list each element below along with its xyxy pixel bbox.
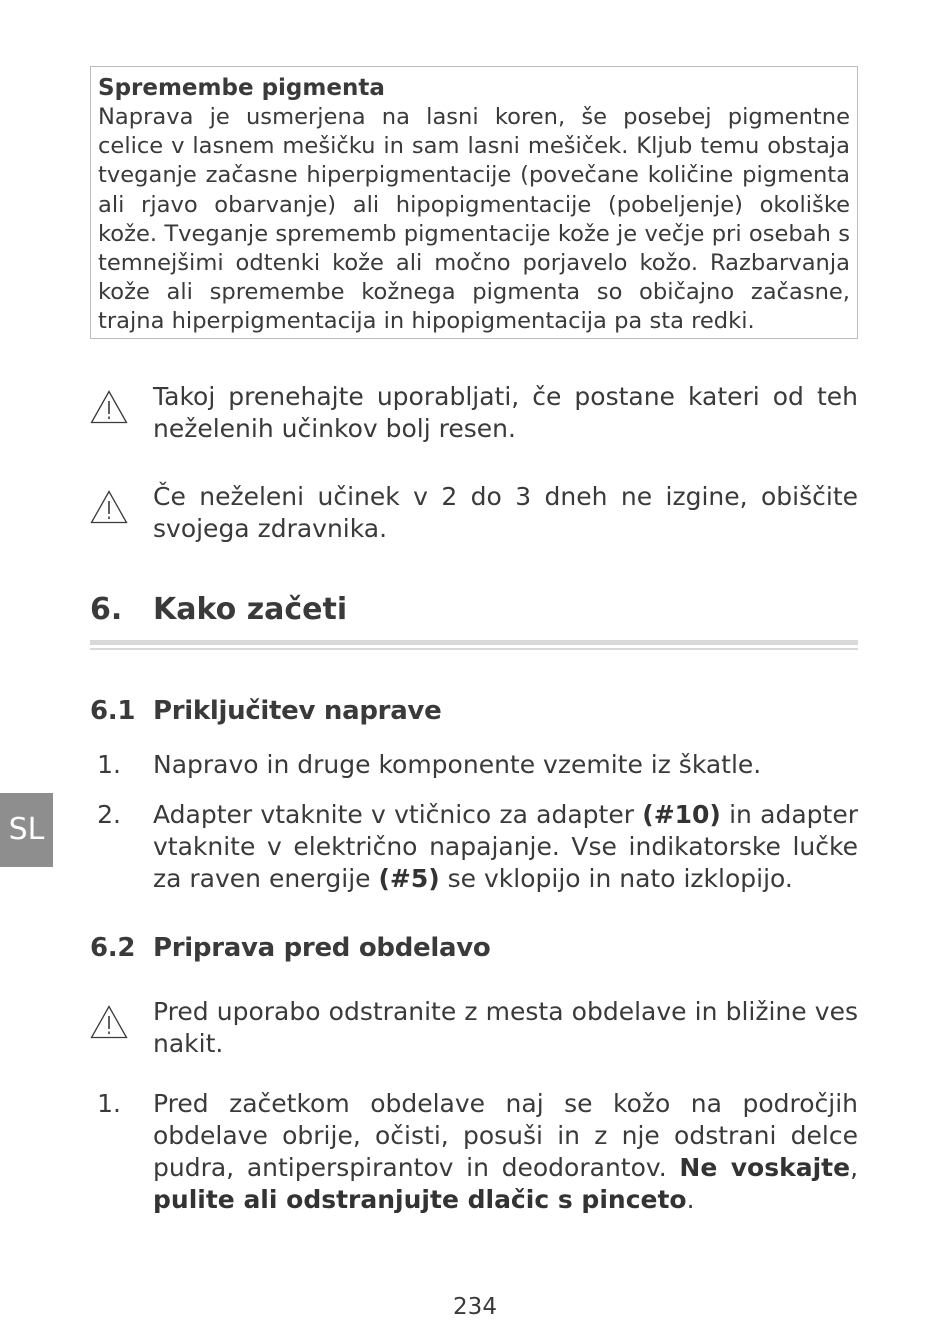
section-6-2-heading	[90, 931, 490, 965]
section-6-heading	[90, 590, 347, 630]
section-number: 6.	[90, 592, 123, 627]
box-title: Spremembe pigmenta	[98, 75, 385, 101]
section-6-1-heading	[90, 694, 441, 728]
item-number: 1.	[97, 750, 121, 779]
language-tab: SL	[0, 793, 53, 867]
page-number: 234	[453, 1294, 497, 1320]
item-text: Pred začetkom obdelave naj se kožo na področjih obdelave obrije, očisti, posuši in z nje odstrani delce pudra, antiperspirantov in deodorantov. Ne voskajte, pulite ali odstranjujte dlačic s pinceto.	[153, 1089, 859, 1214]
warning-text: Takoj prenehajte uporabljati, če postane kateri od teh neželenih učinkov bolj resen.	[153, 382, 858, 443]
item-text: Adapter vtaknite v vtičnico za adapter (#10) in adapter vtaknite v električno napajanje. Vse indikatorske lučke za raven energije (#5) se vklopijo in nato izklopijo.	[153, 800, 858, 893]
pigment-changes-box	[90, 66, 858, 339]
emphasis-no-pluck: pulite ali odstranjujte dlačic s pinceto	[153, 1185, 687, 1214]
warning-remove-jewelry	[90, 996, 858, 1060]
section-title: Priprava pred obdelavo	[153, 933, 491, 963]
section-title: Kako začeti	[153, 592, 348, 627]
list-item	[90, 749, 858, 781]
warning-text: Pred uporabo odstranite z mesta obdelave in bližine ves nakit.	[153, 997, 858, 1058]
item-number: 1.	[97, 1089, 121, 1118]
warning-triangle-icon	[90, 490, 128, 524]
item-text: Napravo in druge komponente vzemite iz škatle.	[153, 750, 762, 779]
warning-see-doctor	[90, 481, 858, 545]
list-item	[90, 1088, 858, 1216]
warning-text: Če neželeni učinek v 2 do 3 dneh ne izgine, obiščite svojega zdravnika.	[153, 482, 858, 543]
list-item	[90, 799, 858, 895]
reference-10: (#10)	[642, 800, 721, 829]
section-title: Priključitev naprave	[153, 696, 442, 726]
reference-5: (#5)	[378, 864, 440, 893]
section-number: 6.2	[90, 933, 136, 963]
warning-triangle-icon	[90, 1005, 128, 1039]
emphasis-no-wax: Ne voskajte	[679, 1153, 851, 1182]
warning-stop-use	[90, 381, 858, 445]
item-number: 2.	[97, 800, 121, 829]
section-number: 6.1	[90, 696, 136, 726]
warning-triangle-icon	[90, 390, 128, 424]
section-divider	[90, 640, 858, 650]
box-body: Naprava je usmerjena na lasni koren, še posebej pigmentne celice v lasnem mešičku in sam lasni mešiček. Kljub temu obstaja tveganje začasne hiperpigmentacije (povečane količine pigmenta ali rjavo obarvanje) ali hipopigmentacije (pobeljenje) okoliške kože. Tveganje sprememb pigmentacije kože je večje pri osebah s temnejšimi odtenki kože ali močno porjavelo kožo. Razbarvanja kože ali spremembe kožnega pigmenta so običajno začasne, trajna hiperpigmentacija in hipopigmentacija pa sta redki.	[98, 104, 850, 335]
